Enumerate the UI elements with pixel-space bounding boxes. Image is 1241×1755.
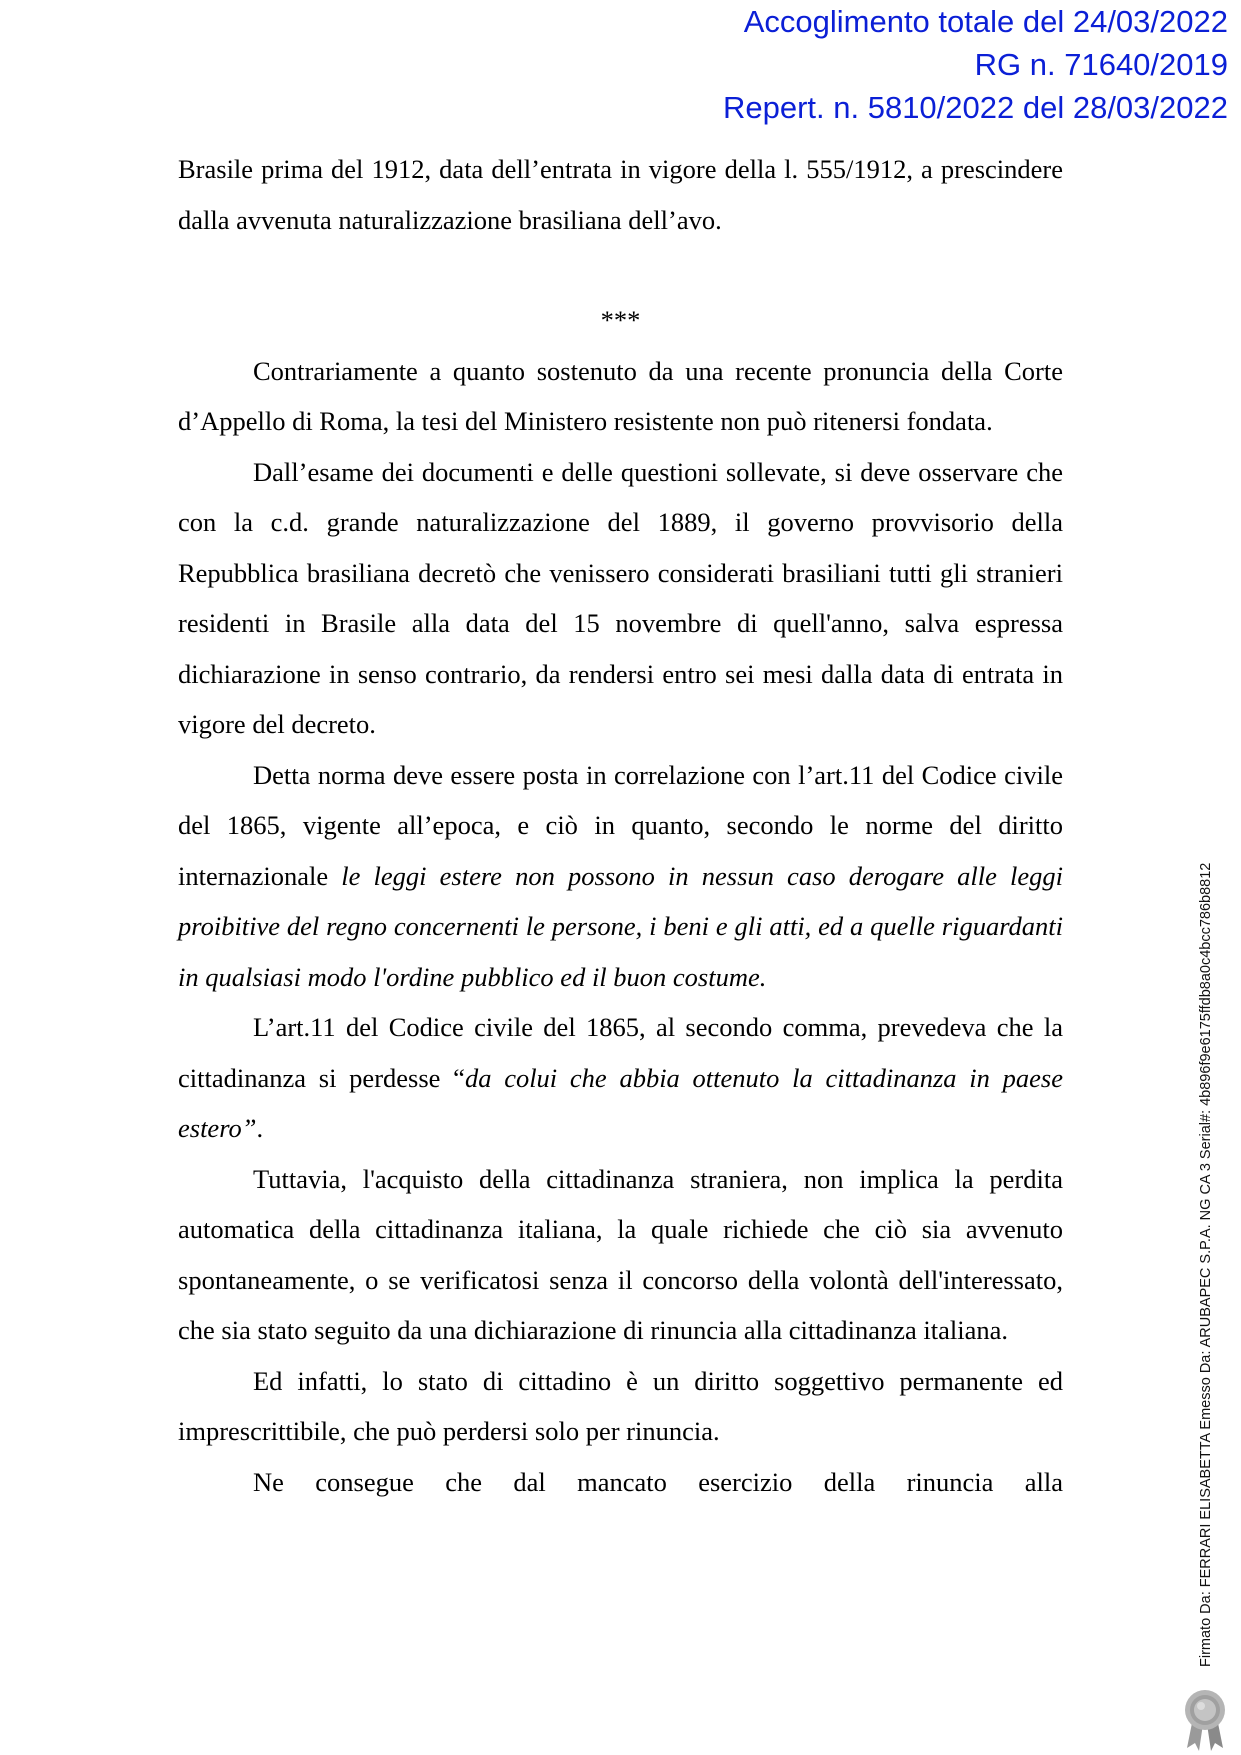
paragraph-8: Ne consegue che dal mancato esercizio della rinuncia alla	[253, 1466, 1063, 1497]
paragraph-4-text: Detta norma deve essere posta in correlazione con l’art.11 del Codice civile del 1865, vigente all’epoca, e ciò in quanto, secondo le norme del diritto internazionale	[178, 759, 1063, 891]
paragraph-3: Dall’esame dei documenti e delle questioni sollevate, si deve osservare che con la c.d. grande naturalizzazione del 1889, il governo provvisorio della Repubblica brasiliana decretò che venissero considerati brasiliani tutti gli stranieri residenti in Brasile alla data del 15 novembre di quell'anno, salva espressa dichiarazione in senso contrario, da rendersi entro sei mesi dalla data di entrata in vigore del decreto.	[178, 456, 1063, 739]
stamp-rg-number: RG n. 71640/2019	[974, 47, 1228, 82]
paragraph-1: Brasile prima del 1912, data dell’entrata in vigore della l. 555/1912, a prescindere dalla avvenuta naturalizzazione brasiliana dell’avo.	[178, 154, 1063, 235]
paragraph-2: Contrariamente a quanto sostenuto da una recente pronuncia della Corte d’Appello di Roma, la tesi del Ministero resistente non può ritenersi fondata.	[178, 355, 1063, 436]
registry-stamp	[723, 0, 1228, 129]
stamp-outcome: Accoglimento totale del 24/03/2022	[743, 4, 1228, 39]
paragraph-4-quote: le leggi estere non possono in nessun caso derogare alle leggi proibitive del regno concernenti le persone, i beni e gli atti, ed a quelle riguardanti in qualsiasi modo l'ordine pubblico ed il buon costume.	[178, 860, 1063, 992]
signature-seal-icon	[1183, 1688, 1227, 1752]
section-separator: ***	[600, 305, 641, 335]
paragraph-5-end: .	[256, 1113, 264, 1143]
paragraph-5-text: L’art.11 del Codice civile del 1865, al secondo comma, prevedeva che la cittadinanza si perdesse “	[178, 1012, 1063, 1093]
document-body	[178, 144, 1063, 1507]
digital-signature-note: Firmato Da: FERRARI ELISABETTA Emesso Da: ARUBAPEC S.P.A. NG CA 3 Serial#: 4b896f9e6175ffdb8a0c4bcc786b8812	[1198, 862, 1214, 1667]
stamp-repert-number: Repert. n. 5810/2022 del 28/03/2022	[722, 90, 1228, 125]
paragraph-5-quote: da colui che abbia ottenuto la cittadinanza in paese estero”	[178, 1062, 1063, 1143]
paragraph-5	[178, 1002, 1063, 1154]
paragraph-7: Ed infatti, lo stato di cittadino è un diritto soggettivo permanente ed imprescrittibile, che può perdersi solo per rinuncia.	[178, 1365, 1063, 1446]
paragraph-6: Tuttavia, l'acquisto della cittadinanza straniera, non implica la perdita automatica della cittadinanza italiana, la quale richiede che ciò sia avvenuto spontaneamente, o se verificatosi senza il concorso della volontà dell'interessato, che sia stato seguito da una dichiarazione di rinuncia alla cittadinanza italiana.	[178, 1163, 1063, 1345]
paragraph-4	[178, 750, 1063, 1003]
